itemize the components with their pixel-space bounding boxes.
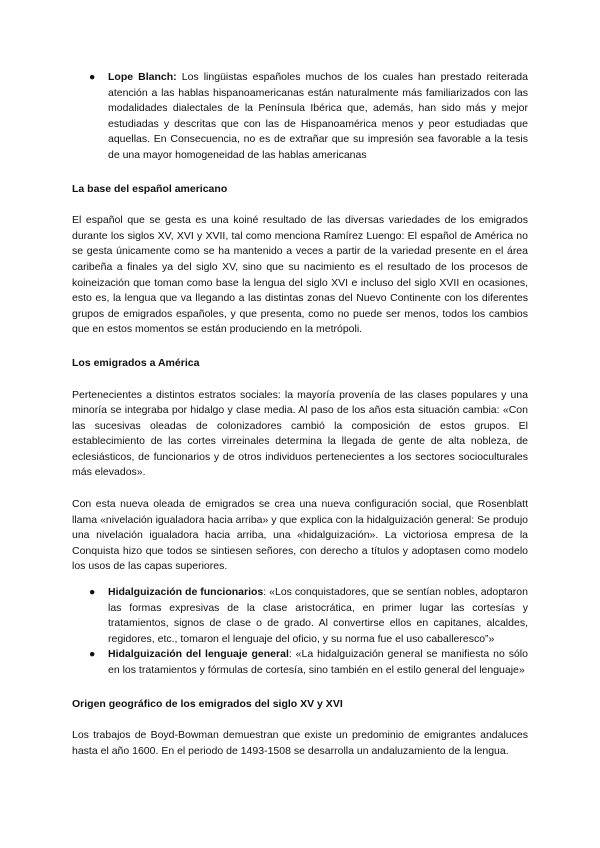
list-item bbox=[72, 647, 528, 678]
bullet-term: Hidalguización de funcionarios bbox=[108, 586, 264, 599]
section-bullet-list bbox=[72, 585, 528, 679]
paragraph: Los trabajos de Boyd-Bowman demuestran que existe un predominio de emigrantes andaluces hasta el año 1600. En el periodo de 1493-1508 se desarrolla un andaluzamiento de la lengua. bbox=[72, 729, 528, 757]
paragraph: El español que se gesta es una koiné resultado de las diversas variedades de los emigrados durante los siglos XV, XVI y XVII, tal como menciona Ramírez Luengo: El español de América no se gesta únicamente como se ha mantenido a veces a partir de la variedad presente en el área caribeña a finales ya del siglo XV, sino que su nacimiento es el resultado de los procesos de koineización que toman como base la lengua del siglo XVI e incluso del siglo XVII en ocasiones, esto es, la lengua que va llegando a las distintas zonas del Nuevo Continente con los diferentes grupos de emigrados españoles, y que presenta, como no puede ser menos, todos los cambios que en estos momentos se están produciendo en la metrópoli. bbox=[72, 214, 528, 336]
bullet-text: : «Los conquistadores, que se sentían nobles, adoptaron las formas expresivas de la clase aristocrática, en primer lugar las cortesías y tratamientos, signos de clase o de grado. Al convertirse ellos en capitanes, alcaldes, regidores, etc., tomaron el lenguaje del oficio, y su norma fue el uso caballeresco”» bbox=[108, 586, 528, 645]
section-heading: Los emigrados a América bbox=[72, 356, 200, 369]
list-item bbox=[72, 70, 528, 164]
bullet-dot-icon: ● bbox=[89, 586, 96, 599]
bullet-text: Los lingüistas españoles muchos de los cuales han prestado reiterada atención a las hablas hispanoamericanas están naturalmente más familiarizados con las modalidades dialectales de la Península Ibérica que, además, han sido más y mejor estudiadas y descritas que con las de Hispanoamérica menos y peor estudiadas que aquellas. En Consecuencia, no es de extrañar que su impresión sea favorable a la tesis de una mayor homogeneidad de las hablas americanas bbox=[108, 71, 528, 161]
bullet-term: Hidalguización del lenguaje general bbox=[108, 648, 289, 661]
bullet-term: Lope Blanch: bbox=[108, 71, 177, 83]
paragraph: Con esta nueva oleada de emigrados se crea una nueva configuración social, que Rosenblatt llama «nivelación igualadora hacia arriba» y que explica con la hidalguización general: Se produjo una nivelación igualadora hacia arriba, una «hidalguización». La victoriosa empresa de la Conquista hizo que todos se sintiesen señores, con derecho a títulos y adoptasen como modelo los usos de las capas superiores. bbox=[72, 498, 528, 573]
intro-bullet-list bbox=[72, 70, 528, 164]
paragraph: Pertenecientes a distintos estratos sociales: la mayoría provenía de las clases populares y una minoría se integraba por hidalgo y clase media. Al paso de los años esta situación cambia: «Con las sucesivas oleadas de colonizadores cambió la composición de estos grupos. El establecimiento de las cortes virreinales determina la llegada de gente de alta nobleza, de eclesiásticos, de funcionarios y de otros individuos pertenecientes a los sectores socioculturales más elevados». bbox=[72, 388, 528, 479]
list-item bbox=[72, 585, 528, 647]
section-heading: Origen geográfico de los emigrados del siglo XV y XVI bbox=[72, 697, 343, 710]
bullet-dot-icon: ● bbox=[89, 648, 96, 661]
bullet-text: : «La hidalguización general se manifiesta no sólo en los tratamientos y fórmulas de cortesía, sino también en el estilo general del lenguaje» bbox=[108, 648, 528, 676]
bullet-dot-icon: ● bbox=[89, 71, 96, 83]
section-heading: La base del español americano bbox=[72, 182, 228, 195]
